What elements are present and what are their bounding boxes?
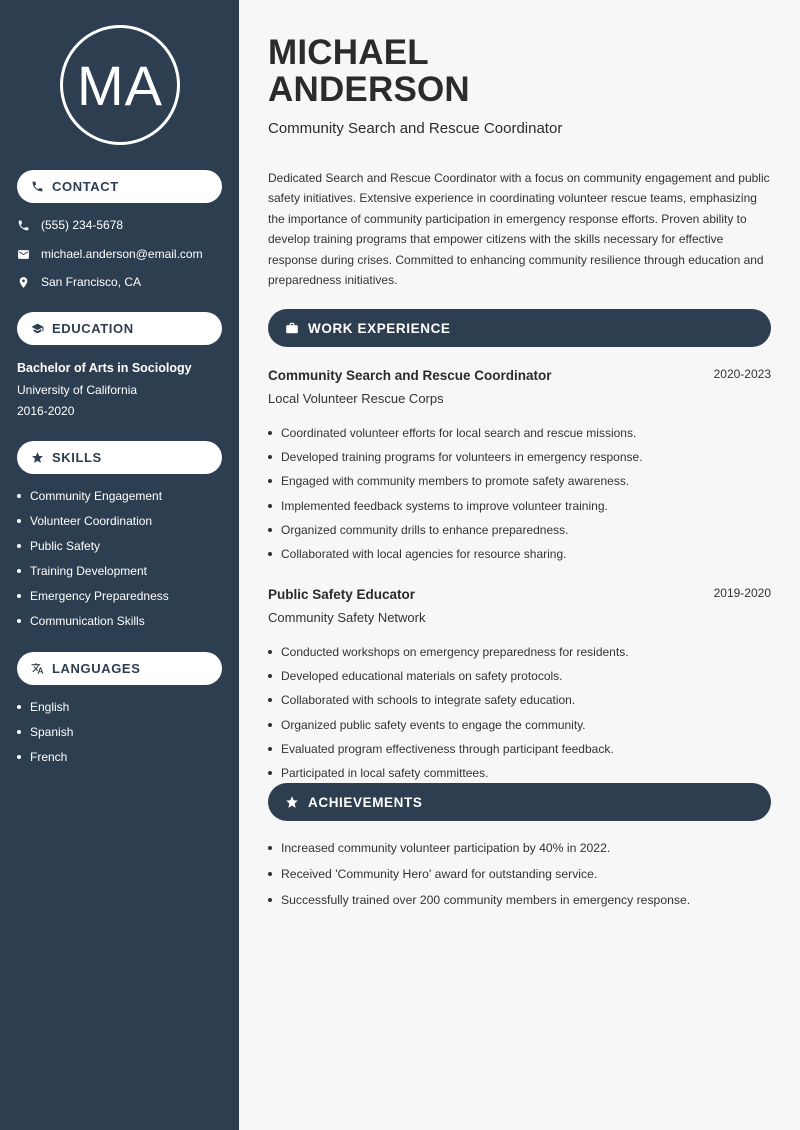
sidebar	[0, 0, 239, 1130]
work-heading-label: WORK EXPERIENCE	[308, 320, 451, 336]
job-years: 2019-2020	[713, 586, 771, 600]
job-organization: Local Volunteer Rescue Corps	[268, 391, 444, 406]
education-years: 2016-2020	[17, 404, 75, 418]
job-role: Public Safety Educator	[268, 587, 416, 602]
achievements-list	[268, 835, 690, 913]
skills-heading-label: SKILLS	[52, 450, 102, 465]
achievement-item: Successfully trained over 200 community members in emergency response.	[268, 887, 690, 913]
education-degree: Bachelor of Arts in Sociology	[17, 361, 192, 375]
contact-email	[17, 247, 203, 261]
job-bullet: Participated in local safety committees.	[268, 761, 629, 785]
translate-icon	[31, 662, 44, 675]
education-heading-label: EDUCATION	[52, 321, 134, 336]
contact-heading	[17, 170, 222, 203]
contact-phone	[17, 218, 123, 232]
contact-heading-label: CONTACT	[52, 179, 119, 194]
skill-item: Public Safety	[17, 533, 169, 558]
job-years: 2020-2023	[713, 367, 771, 381]
job-role: Community Search and Rescue Coordinator	[268, 368, 552, 383]
star-icon	[285, 795, 299, 809]
job-bullets	[268, 640, 629, 785]
phone-icon	[31, 180, 44, 193]
phone-number[interactable]: (555) 234-5678	[41, 218, 124, 232]
education-school: University of California	[17, 383, 138, 397]
job-bullet: Implemented feedback systems to improve volunteer training.	[268, 494, 643, 518]
language-item: English	[17, 694, 73, 719]
graduation-cap-icon	[31, 322, 44, 335]
location-text: San Francisco, CA	[41, 275, 142, 289]
skills-heading	[17, 441, 222, 474]
job-bullet: Developed training programs for volunteers in emergency response.	[268, 445, 643, 469]
skill-item: Community Engagement	[17, 483, 169, 508]
languages-list	[17, 694, 73, 769]
job-title: Community Search and Rescue Coordinator	[268, 120, 563, 137]
achievements-heading	[268, 783, 771, 821]
location-pin-icon	[17, 276, 30, 289]
achievement-item: Received 'Community Hero' award for outstanding service.	[268, 861, 690, 887]
person-name	[268, 34, 470, 108]
job-bullet: Evaluated program effectiveness through participant feedback.	[268, 737, 629, 761]
job-bullet: Organized community drills to enhance preparedness.	[268, 518, 643, 542]
achievements-heading-label: ACHIEVEMENTS	[308, 794, 423, 810]
job-bullet: Organized public safety events to engage the community.	[268, 713, 629, 737]
skills-list	[17, 483, 169, 633]
job-bullet: Collaborated with schools to integrate safety education.	[268, 688, 629, 712]
briefcase-icon	[285, 321, 299, 335]
education-heading	[17, 312, 222, 345]
profile-summary: Dedicated Search and Rescue Coordinator with a focus on community engagement and public safety initiatives. Extensive experience in coordinating volunteer rescue teams, emphasizing the importance of community participation in emergency response efforts. Proven ability to develop training programs that empower citizens with the skills necessary for effective response during crises. Committed to enhancing community resilience through education and preparedness initiatives.	[268, 171, 770, 288]
work-experience-heading	[268, 309, 771, 347]
job-bullet: Developed educational materials on safety protocols.	[268, 664, 629, 688]
job-bullet: Coordinated volunteer efforts for local search and rescue missions.	[268, 421, 643, 445]
achievement-item: Increased community volunteer participation by 40% in 2022.	[268, 835, 690, 861]
languages-heading-label: LANGUAGES	[52, 661, 141, 676]
language-item: French	[17, 744, 73, 769]
email-icon	[17, 248, 30, 261]
name-first: MICHAEL	[268, 33, 429, 72]
email-address[interactable]: michael.anderson@email.com	[41, 247, 203, 261]
job-bullet: Conducted workshops on emergency preparedness for residents.	[268, 640, 629, 664]
skill-item: Volunteer Coordination	[17, 508, 169, 533]
star-icon	[31, 451, 44, 464]
skill-item: Emergency Preparedness	[17, 583, 169, 608]
job-bullet: Engaged with community members to promote safety awareness.	[268, 469, 643, 493]
name-last: ANDERSON	[268, 70, 470, 109]
job-bullets	[268, 421, 643, 566]
phone-icon	[17, 219, 30, 232]
skill-item: Communication Skills	[17, 608, 169, 633]
monogram-avatar: MA	[60, 25, 180, 145]
job-bullet: Collaborated with local agencies for resource sharing.	[268, 542, 643, 566]
job-organization: Community Safety Network	[268, 610, 426, 625]
contact-location	[17, 275, 141, 289]
skill-item: Training Development	[17, 558, 169, 583]
language-item: Spanish	[17, 719, 73, 744]
languages-heading	[17, 652, 222, 685]
